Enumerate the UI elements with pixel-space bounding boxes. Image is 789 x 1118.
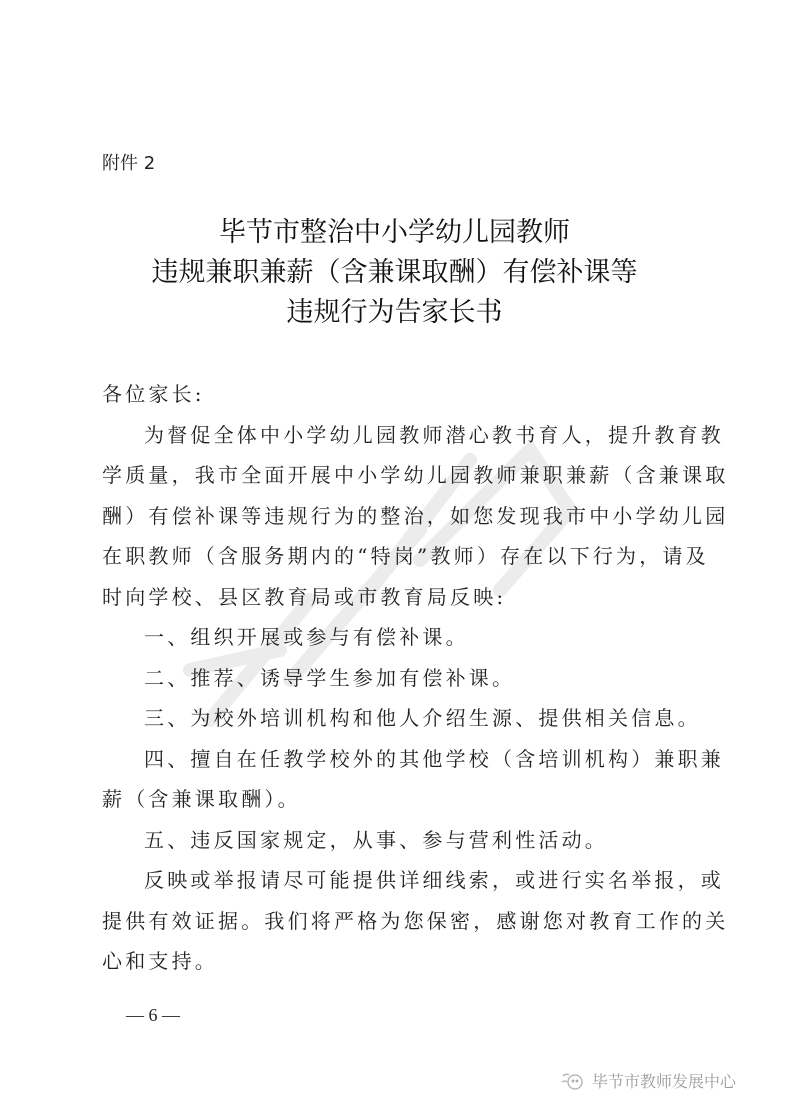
- attachment-label: 附件 2: [102, 153, 156, 174]
- intro-line-1: 为督促全体中小学幼儿园教师潜心教书育人，提升教育教: [144, 422, 724, 447]
- closing-line-3: 心和支持。: [102, 949, 218, 973]
- title-line-3: 违规行为告家长书: [286, 297, 503, 328]
- closing-line-2: 提供有效证据。我们将严格为您保密，感谢您对教育工作的关: [102, 908, 729, 933]
- letter-body: [102, 374, 729, 982]
- item-4-line-2: 薪（含兼课取酬）。: [102, 787, 301, 811]
- title-line-2: 违规兼职兼薪（含兼课取酬）有偿补课等: [151, 257, 638, 288]
- item-1: 一、组织开展或参与有偿补课。: [144, 625, 469, 649]
- source-brand: [560, 1069, 736, 1092]
- item-2: 二、推荐、诱导学生参加有偿补课。: [144, 665, 516, 690]
- document-title: [0, 213, 789, 333]
- item-5: 五、违反国家规定，从事、参与营利性活动。: [144, 827, 608, 852]
- intro-line-3: 酬）有偿补课等违规行为的整治，如您发现我市中小学幼儿园: [102, 503, 729, 528]
- brand-name: 毕节市教师发展中心: [592, 1072, 737, 1091]
- salutation: 各位家长:: [102, 382, 205, 406]
- closing-line-1: 反映或举报请尽可能提供详细线索，或进行实名举报，或: [144, 868, 724, 892]
- title-line-1: 毕节市整治中小学幼儿园教师: [219, 217, 570, 248]
- wechat-official-account-icon: [560, 1070, 586, 1092]
- page-number: — 6 —: [126, 1005, 180, 1025]
- intro-line-4: 在职教师（含服务期内的“特岗”教师）存在以下行为，请及: [102, 544, 709, 568]
- item-3: 三、为校外培训机构和他人介绍生源、提供相关信息。: [144, 706, 701, 730]
- intro-line-5: 时向学校、县区教育局或市教育局反映:: [102, 584, 507, 609]
- intro-line-2: 学质量，我市全面开展中小学幼儿园教师兼职兼薪（含兼课取: [102, 463, 729, 487]
- item-4-line-1: 四、擅自在任教学校外的其他学校（含培训机构）兼职兼: [144, 746, 724, 771]
